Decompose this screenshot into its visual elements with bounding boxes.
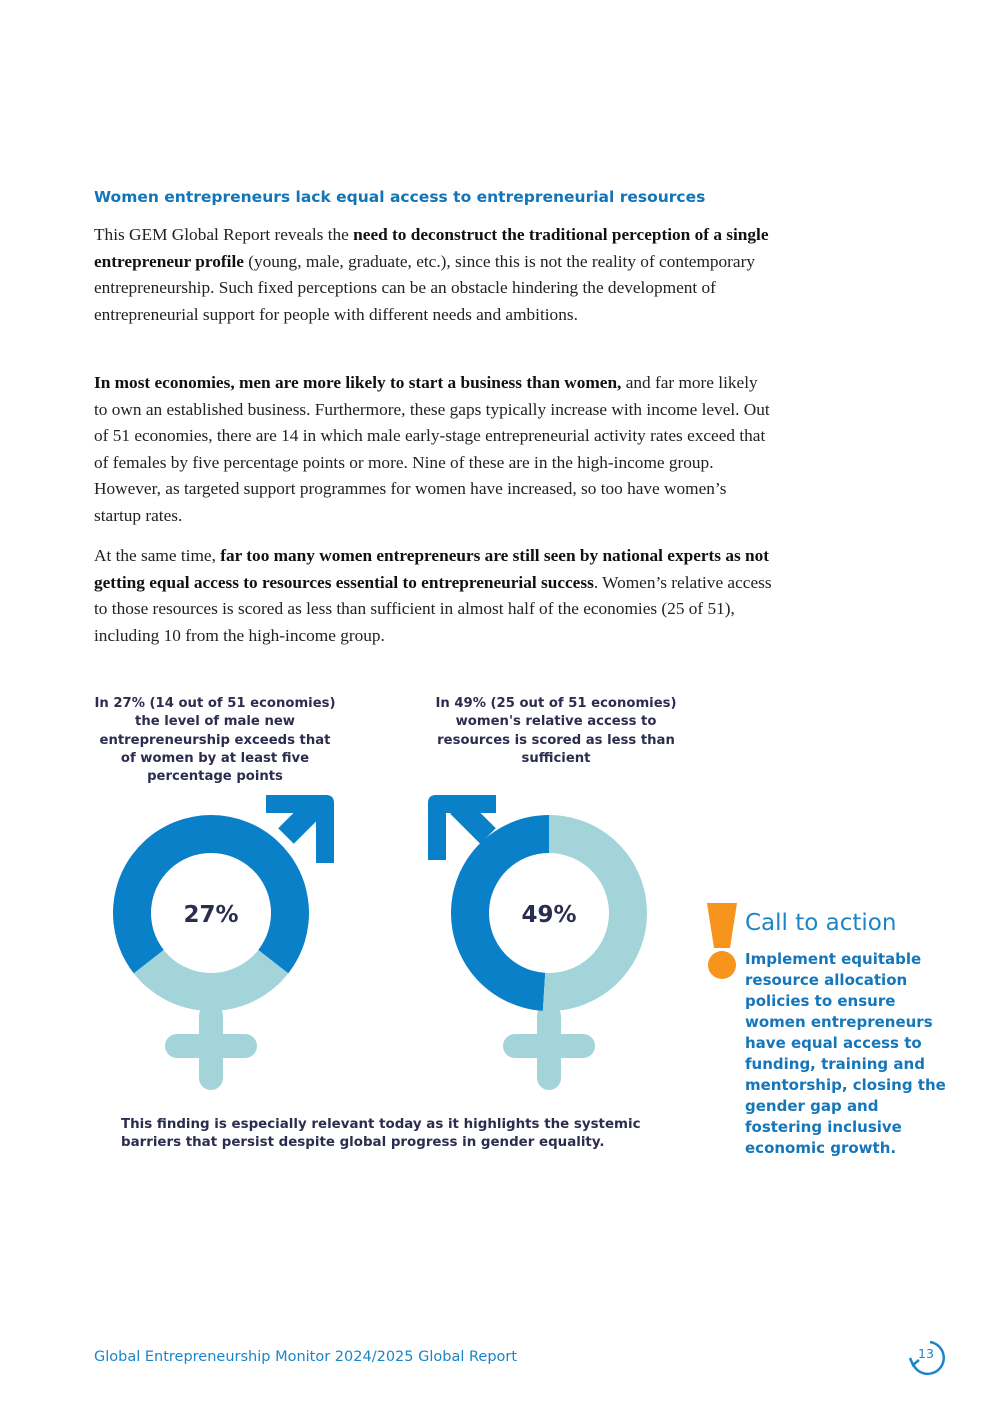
- call-to-action-text: Implement equitable resource allocation policies to ensure women entrepreneurs have equal access to funding, training and mentorship, closing the gender gap and fostering inclusive economic growth.: [745, 950, 946, 1157]
- section-heading: Women entrepreneurs lack equal access to entrepreneurial resources: [94, 188, 706, 206]
- exclamation-icon: [707, 903, 737, 979]
- right-caption-pre: In: [435, 696, 455, 711]
- paragraph-2-segment-2: and far more likely to own an established business. Furthermore, these gaps typically increase with income level. Out of 51 economies, there are 14 in which male early-stage entrepreneurial activity rates exceed that of females by five percentage points or more. Nine of these are in the high-income group. However, as targeted support programmes for women have increased, so too have women’s startup rates.: [94, 373, 770, 525]
- paragraph-2-segment-1: In most economies, men are more likely to start a business than women,: [94, 373, 622, 392]
- paragraph-1-segment-3: (young, male, graduate, etc.), since this is not the reality of contemporary entrepreneurship. Such fixed perceptions can be an obstacle hindering the development of entrepreneurial support for people with different needs and ambitions.: [94, 251, 755, 324]
- paragraph-3-segment-2: far too many women entrepreneurs are still seen by national experts as not getting equal access to resources essential to entrepreneurial success: [94, 546, 770, 592]
- right-female-cross-icon: [503, 1004, 595, 1090]
- footer-title: Global Entrepreneurship Monitor 2024/2025 Global Report: [94, 1349, 518, 1365]
- paragraph-3-segment-3: . Women’s relative access to those resources is scored as less than sufficient in almost half of the economies (25 of 51), including 10 from the high-income group.: [94, 572, 772, 645]
- left-donut-center-label: 27%: [183, 902, 239, 928]
- left-caption-pct: 27%: [113, 696, 145, 711]
- left-donut-slice-highlight: [113, 815, 309, 973]
- left-female-cross-icon: [165, 1004, 257, 1090]
- paragraph-3-segment-1: At the same time,: [94, 546, 221, 565]
- paragraph-1-segment-1: This GEM Global Report reveals the: [94, 225, 354, 244]
- right-caption-pct: 49%: [454, 696, 486, 711]
- call-to-action-title: Call to action: [745, 910, 897, 936]
- left-caption-pre: In: [94, 696, 114, 711]
- right-donut-center-label: 49%: [521, 902, 577, 928]
- left-caption-post: (14 out of 51 economies) the level of male new entrepreneurship exceeds that of women by at least five percentage points: [99, 696, 336, 785]
- paragraph-1-segment-2: need to deconstruct the traditional perception of a single entrepreneur profile: [94, 225, 769, 271]
- left-donut-slice-rest: [134, 950, 288, 1011]
- right-caption-post: (25 out of 51 economies) women's relative access to resources is scored as less than sufficient: [437, 696, 677, 766]
- finding-note: This finding is especially relevant today as it highlights the systemic barriers that persist despite global progress in gender equality.: [121, 1117, 641, 1150]
- page-number-badge: [908, 1338, 948, 1378]
- page-number: 13: [918, 1346, 934, 1361]
